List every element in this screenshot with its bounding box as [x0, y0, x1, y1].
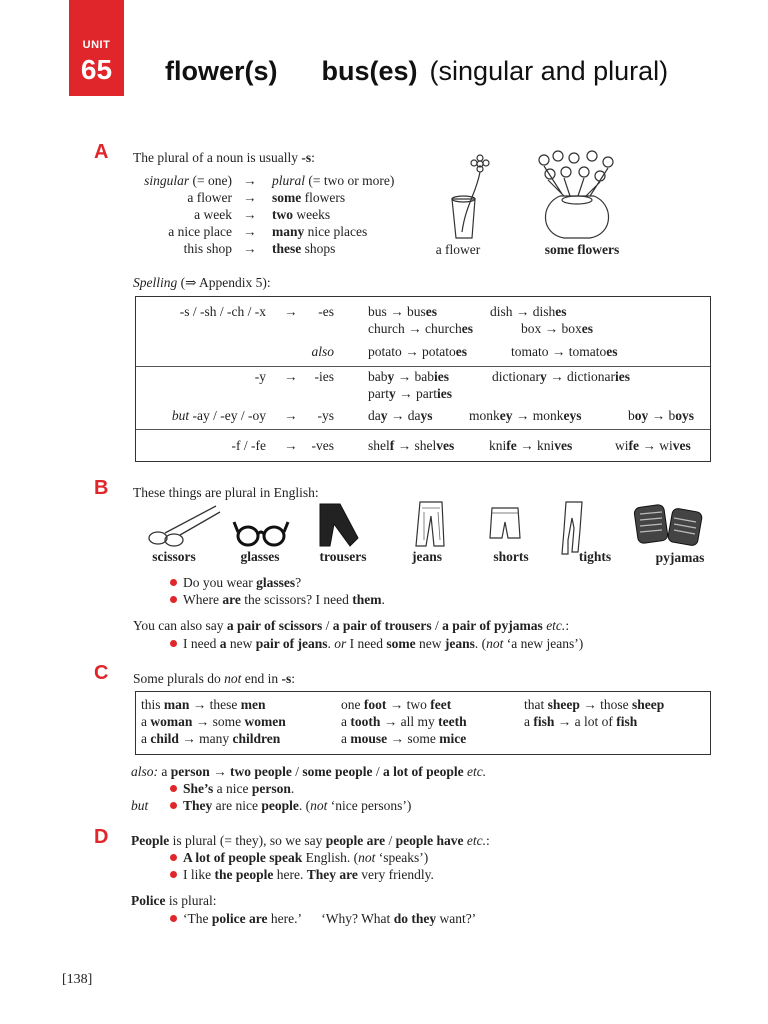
police-note: Police is plural:: [131, 893, 217, 908]
irregular-plural: a tooth → all my teeth: [341, 714, 467, 729]
caption-some-flowers: some flowers: [544, 242, 620, 257]
example-singular: this shop: [183, 241, 232, 256]
example-sentence: Where are the scissors? I need them.: [170, 592, 385, 608]
example: dish → dishes: [490, 304, 567, 319]
section-letter-b: B: [94, 477, 109, 499]
label-trousers: trousers: [319, 549, 367, 564]
pair-of-note: You can also say a pair of scissors / a pair of trousers / a pair of pyjamas etc.:: [133, 618, 570, 633]
irregular-plural: a fish → a lot of fish: [524, 714, 638, 729]
example: bus → buses: [368, 304, 438, 319]
title-flowers: flower(s): [165, 56, 278, 86]
irregular-plural: a woman → some women: [141, 714, 286, 729]
bullet-icon: [170, 579, 177, 586]
example-singular: a nice place: [168, 224, 232, 239]
example: day → days: [368, 408, 433, 423]
rule-ending: -f / -fe: [231, 438, 266, 453]
bullet-icon: [170, 640, 177, 647]
label-shorts: shorts: [493, 549, 529, 564]
label-tights: tights: [578, 549, 612, 564]
rule-ending: but -ay / -ey / -oy: [171, 408, 266, 423]
bullet-icon: [170, 802, 177, 809]
irregular-plural: one foot → two feet: [341, 697, 452, 712]
arrow: →: [243, 207, 257, 222]
spelling-note: Spelling (⇒ Appendix 5):: [133, 275, 271, 290]
example: boy → boys: [628, 408, 695, 423]
arrow: →: [284, 369, 298, 384]
rule-suffix: -ves: [311, 438, 334, 453]
rule-suffix: -ys: [317, 408, 334, 423]
section-letter-a: A: [94, 141, 109, 163]
example-sentence: I like the people here. They are very friendly.: [170, 867, 434, 883]
example: knife → knives: [489, 438, 573, 453]
example: potato → potatoes: [368, 344, 467, 359]
section-c-intro: Some plurals do not end in -s:: [133, 671, 296, 686]
irregular-plural: that sheep → those sheep: [524, 697, 665, 712]
flower-in-glass-illustration: [444, 154, 494, 240]
bullet-icon: [170, 596, 177, 603]
jeans-illustration: [412, 500, 446, 548]
title-buses: bus(es): [321, 56, 418, 86]
arrow: →: [284, 408, 298, 423]
rule-suffix: -es: [318, 304, 334, 319]
bullet-icon: [170, 915, 177, 922]
scissors-illustration: [146, 502, 222, 548]
example-singular: a flower: [187, 190, 232, 205]
arrow: →: [243, 190, 257, 205]
section-a-intro: The plural of a noun is usually -s:: [133, 150, 315, 165]
bullet-icon: [170, 785, 177, 792]
rule-ending: -y: [254, 369, 266, 384]
example: box → boxes: [521, 321, 593, 336]
page-title: [165, 56, 668, 87]
example-sentence: They are nice people. (not ‘nice persons’): [170, 798, 411, 814]
example: shelf → shelves: [368, 438, 455, 453]
person-people-note: also: a person → two people / some people / a lot of people etc.: [131, 764, 487, 779]
section-letter-d: D: [94, 826, 109, 848]
irregular-plural: a mouse → some mice: [341, 731, 467, 746]
tights-illustration: [558, 500, 588, 556]
rule-ending: -s / -sh / -ch / -x: [179, 304, 266, 319]
label-pyjamas: pyjamas: [655, 550, 705, 565]
example-sentence: I need a new pair of jeans. or I need some new jeans. (not ‘a new jeans’): [170, 636, 583, 652]
irregular-plural: this man → these men: [141, 697, 266, 712]
section-letter-c: C: [94, 662, 109, 684]
bullet-icon: [170, 871, 177, 878]
irregular-plural: a child → many children: [141, 731, 281, 746]
but-label: but: [131, 798, 149, 813]
title-subtitle: (singular and plural): [429, 56, 669, 86]
arrow: →: [284, 304, 298, 319]
arrow: →: [284, 438, 298, 453]
example-singular: a week: [194, 207, 232, 222]
example-plural: many nice places: [272, 224, 368, 239]
unit-badge: [69, 0, 124, 96]
example: dictionary → dictionaries: [492, 369, 630, 384]
unit-number: 65: [80, 54, 113, 85]
label-scissors: scissors: [152, 549, 196, 564]
example: church → churches: [368, 321, 473, 336]
example: monkey → monkeys: [469, 408, 582, 423]
example-sentence: Do you wear glasses?: [170, 575, 301, 591]
caption-a-flower: a flower: [435, 242, 481, 257]
trousers-illustration: [314, 502, 358, 548]
table-divider: [136, 429, 710, 430]
arrow: →: [243, 173, 257, 188]
section-b-intro: These things are plural in English:: [133, 485, 319, 500]
label-glasses: glasses: [240, 549, 280, 564]
example-sentence: She’s a nice person.: [170, 781, 294, 797]
unit-label: UNIT: [82, 39, 111, 51]
example-plural: these shops: [272, 241, 336, 256]
also-label: also: [311, 344, 334, 359]
shorts-illustration: [488, 506, 522, 542]
vase-of-flowers-illustration: [534, 150, 620, 242]
example: tomato → tomatoes: [511, 344, 618, 359]
section-d-intro: People is plural (= they), so we say people are / people have etc.:: [131, 833, 490, 848]
arrow: →: [243, 241, 257, 256]
example-plural: two weeks: [272, 207, 331, 222]
page-number: [138]: [62, 972, 93, 987]
bullet-icon: [170, 854, 177, 861]
plural-label: plural (= two or more): [272, 173, 395, 188]
example-plural: some flowers: [272, 190, 346, 205]
example: wife → wives: [615, 438, 691, 453]
example: baby → babies: [368, 369, 449, 384]
singular-label: singular (= one): [144, 173, 232, 188]
glasses-illustration: [234, 516, 290, 550]
example-sentence: A lot of people speak English. (not ‘speaks’): [170, 850, 428, 866]
arrow: →: [243, 224, 257, 239]
example-sentence: ‘The police are here.’ ‘Why? What do they want?’: [170, 911, 476, 927]
label-jeans: jeans: [412, 549, 442, 564]
table-divider: [136, 366, 710, 367]
pyjamas-illustration: [632, 504, 704, 546]
rule-suffix: -ies: [314, 369, 334, 384]
example: party → parties: [368, 386, 452, 401]
